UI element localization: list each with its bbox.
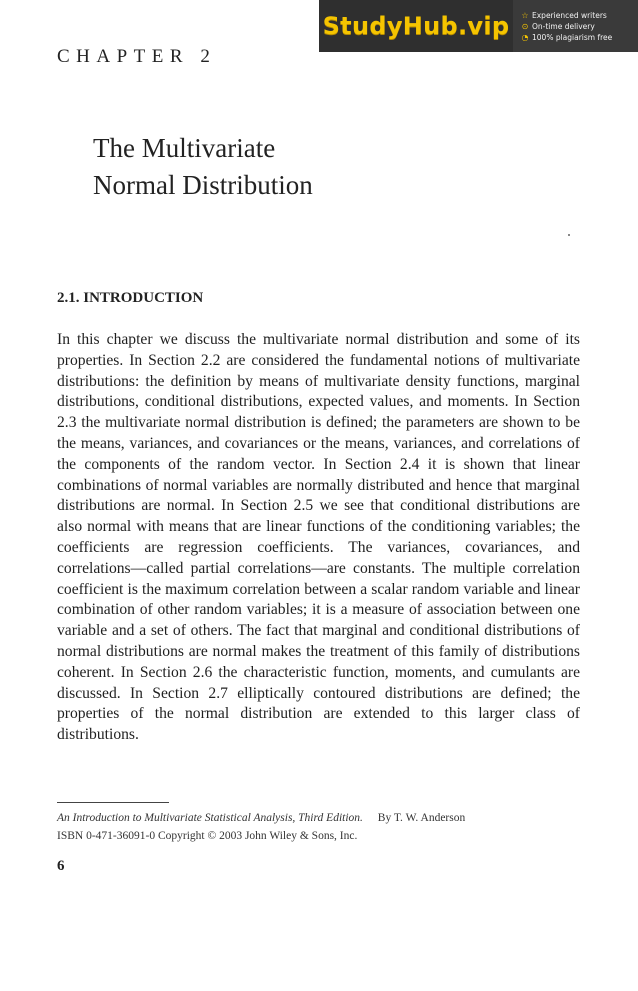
clock-icon: ⊙ — [521, 21, 529, 31]
feature-item — [521, 22, 638, 31]
feature-item — [521, 33, 638, 42]
footnote-citation — [57, 812, 537, 824]
footnote-author: By T. W. Anderson — [377, 812, 466, 824]
chapter-title-line2: Normal Distribution — [93, 170, 313, 200]
brand-logo[interactable] — [319, 0, 513, 52]
badge-icon: ◔ — [521, 32, 529, 42]
footnote-book-title: An Introduction to Multivariate Statistical Analysis, Third Edition. — [57, 812, 363, 824]
chapter-title-line1: The Multivariate — [93, 133, 276, 163]
chapter-title — [93, 130, 313, 204]
section-body: In this chapter we discuss the multivariate normal distribution and some of its properties. In Section 2.2 are considered the fundamental notions of multivariate distributions: the definition by means of multivariate density functions, marginal distributions, conditional distributions, expected values, and moments. In Section 2.3 the multivariate normal distribution is defined; the parameters are shown to be the means, variances, and covariances or the means, variances, and correlations of the components of the random vector. In Section 2.4 it is shown that linear combinations of normal variables are normally distributed and hence that marginal distributions are normal. In Section 2.5 we see that conditional distributions are also normal with means that are linear functions of the conditioning variables; the coefficients are regression coefficients. The variances, covariances, and correlations—called partial correlations—are constants. The multiple correlation coefficient is the maximum correlation between a scalar random variable and linear combination of other random variables; it is a measure of association between one variable and a set of others. The fact that marginal and conditional distributions of normal distributions are normal makes the treatment of this family of distributions coherent. In Section 2.6 the characteristic function, moments, and cumulants are discussed. In Section 2.7 elliptically contoured distributions are defined; the properties of the normal distribution are extended to this larger class of distributions. — [57, 331, 580, 744]
chapter-label: CHAPTER 2 — [57, 46, 217, 67]
star-icon: ☆ — [521, 10, 529, 20]
scan-speck — [568, 234, 570, 236]
feature-item — [521, 11, 638, 20]
feature-text: On-time delivery — [532, 21, 595, 31]
footnote-divider — [57, 802, 169, 803]
footnote-isbn: ISBN 0-471-36091-0 Copyright © 2003 John Wiley & Sons, Inc. — [57, 830, 358, 842]
page-number: 6 — [57, 858, 65, 874]
feature-text: Experienced writers — [532, 10, 607, 20]
promo-banner[interactable] — [319, 0, 638, 52]
feature-text: 100% plagiarism free — [532, 32, 613, 42]
brand-name: StudyHub.vip — [322, 12, 510, 40]
banner-feature-list — [513, 0, 638, 52]
section-heading: 2.1. INTRODUCTION — [57, 290, 204, 306]
